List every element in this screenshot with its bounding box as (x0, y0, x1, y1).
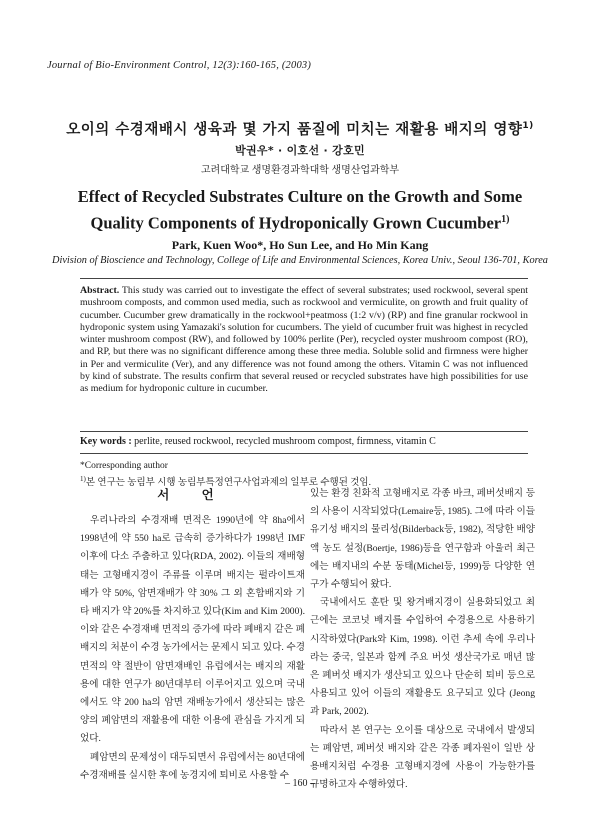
body-column-right (310, 485, 535, 794)
korean-title (0, 118, 600, 139)
funding-footnote-mark: 1) (80, 475, 86, 483)
english-title-line2-text: Quality Components of Hydroponically Grown Cucumber (90, 213, 502, 233)
abstract-text: This study was carried out to investigate the effect of several substrates; used rockwool, several spent mushroom composts, and common used media, such as rockwool and vermiculite, on growth and fruit quality of cucumber. Cucumber grew dramatically in the rockwool+peatmoss (1:2 v/v) (RP) and fine granular rockwool in hydroponic system using Yamazaki's solution for cucumbers. The yield of cucumber fruit was highest in recycled winter mushroom compost (RW), and followed by 100% perlite (Per), recycled oyster mushroom compost (RO), and RP, but there was no significant difference among these three media. Soluble solid and firmness were higher in Per and vermiculite (Ver), and any difference was not found among the others. Vitamin C was not influenced by kind of substrate. The results confirm that several reused or recycled substrates have high possibilities for use as medium for hydroponic culture in cucumber. (80, 285, 528, 395)
corresponding-author-note: *Corresponding author (80, 461, 168, 471)
keywords (80, 436, 528, 447)
english-title-line2 (0, 208, 600, 235)
body-paragraph: 국내에서도 훈탄 및 왕겨배지경이 실용화되었고 최근에는 코코넛 배지를 수입하여 수경용으로 사용하기 시작하였다(Park와 Kim, 1998). 이런 추세 속에 우리나라는 중국, 일본과 함께 주요 버섯 생산국가로 매년 많은 폐버섯 배지가 생산되고 있으나 단순히 퇴비 등으로 사용되고 있어 이들의 재활용도 요구되고 있다 (Jeong과 Park, 2002). (310, 597, 535, 718)
korean-authors: 박권우* · 이호선 · 강호민 (235, 144, 365, 157)
body-paragraph: 우리나라의 수경재배 면적은 1990년에 약 8ha에서 1998년에 약 550 ha로 급속히 증가하다가 1998년 IMF 이후에 다소 주춤하고 있다(RDA, 2002). 이들의 재배형태는 고형배지경이 주류를 이루며 배지는 펄라이트재배가 약 50%, 암면재배가 약 30% 그 외 혼합배지와 기타 배지가 약 20%를 차지하고 있다(Kim and Kim 2000). 이와 같은 수경재배 면적의 증가에 따라 폐배지 같은 폐배지의 처분이 수경 농가에서는 문제시 되고 있다. 수경 면적의 약 절반이 암면재배인 유럽에서는 배지의 재활용에 대한 연구가 80년대부터 이루어지고 있으며 국내에서도 약 200 ha의 암면 재배농가에서 생산되는 많은 양의 폐암면의 재활용에 대한 이용에 관심을 가지게 되었다. (80, 515, 305, 745)
abstract (80, 285, 528, 396)
english-title-line1: Effect of Recycled Substrates Culture on the Growth and Some (77, 187, 523, 206)
page-number: – 160 – (285, 778, 315, 789)
english-title-footnote-mark: 1) (501, 214, 510, 225)
journal-volume: 12(3):160-165, (2003) (212, 60, 312, 71)
english-authors: Park, Kuen Woo*, Ho Sun Lee, and Ho Min Kang (171, 238, 429, 252)
keywords-label: Key words : (80, 436, 132, 447)
keywords-text: perlite, reused rockwool, recycled mushroom compost, firmness, vitamin C (134, 436, 436, 447)
journal-name: Journal of Bio-Environment Control, (47, 60, 210, 71)
korean-affiliation: 고려대학교 생명환경과학대학 생명산업과학부 (200, 165, 400, 176)
english-title (0, 185, 600, 235)
korean-title-text: 오이의 수경재배시 생육과 몇 가지 품질에 미치는 재활용 배지의 영향 (66, 122, 523, 138)
abstract-top-rule (80, 278, 528, 279)
english-affiliation: Division of Bioscience and Technology, College of Life and Environmental Sciences, Korea Univ., Seoul 136-701, Korea (52, 255, 548, 266)
body-paragraph: 폐암면의 문제성이 대두되면서 유럽에서는 80년대에 수경재배를 실시한 후에 농경지에 퇴비로 사용할 수 (80, 751, 305, 781)
abstract-bottom-rule (80, 431, 528, 432)
body-column-left (80, 512, 305, 785)
journal-citation (47, 60, 311, 71)
body-paragraph: 따라서 본 연구는 오이를 대상으로 국내에서 발생되는 폐암면, 폐버섯 배지와 같은 각종 폐자원이 일반 상용배지처럼 수경용 고형배지경에 사용이 가능한가를 규명하고자 수행하였다. (310, 724, 535, 791)
body-paragraph: 있는 환경 친화적 고형배지로 각종 바크, 페버섯배지 등의 사용이 시작되었다(Lemaire등, 1985). 그에 따라 이들 유기성 배지의 물리성(Bilderback등, 1982), 적당한 배양액 농도 설정(Boertje, 1986)등을 연구함과 아울러 최근에는 배지내의 수분 동태(Michel등, 1999)등 다양한 연구가 수행되어 왔다. (310, 488, 536, 591)
abstract-label: Abstract. (80, 285, 120, 296)
section-title-introduction: 서 언 (157, 487, 228, 502)
keywords-bottom-rule (80, 453, 528, 454)
korean-title-footnote-mark: 1) (522, 121, 534, 132)
funding-text: 본 연구는 농림부 시행 농림부특정연구사업과제의 일부로 수행된 것임. (85, 478, 371, 489)
